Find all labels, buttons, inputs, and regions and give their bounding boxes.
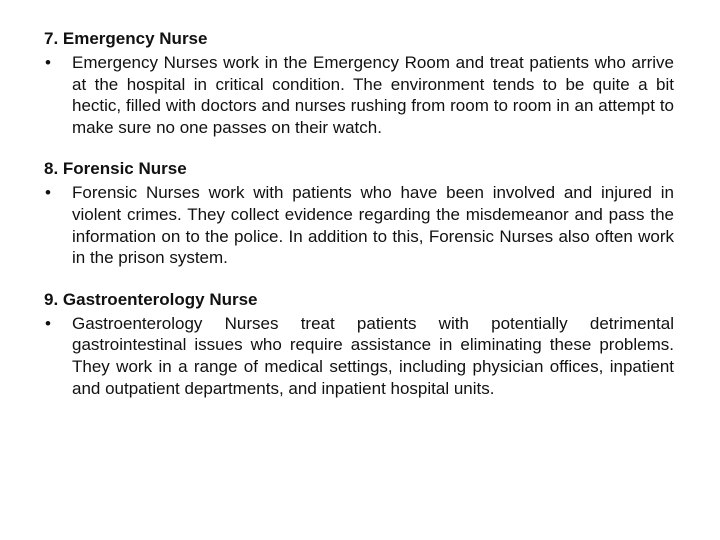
section-title: 7. Emergency Nurse [44, 29, 208, 48]
section-forensic-nurse [44, 158, 674, 268]
section-title: 8. Forensic Nurse [44, 159, 187, 179]
slide-content [44, 28, 674, 419]
bullet-item [44, 313, 674, 399]
section-emergency-nurse [44, 28, 674, 138]
bullet-text: Emergency Nurses work in the Emergency Room and treat patients who arrive at the hospital in critical condition. The environment tends to be quite a bit hectic, filled with doctors and nurses rushing from room to room in an attempt to make sure no one passes on their watch. [72, 53, 674, 137]
section-gastroenterology-nurse [44, 289, 674, 399]
bullet-text: Gastroenterology Nurses treat patients with potentially detrimental gastrointestinal issues who require assistance in eliminating these problems. They work in a range of medical settings, including physician offices, inpatient and outpatient departments, and inpatient hospital units. [72, 313, 674, 398]
bullet-icon: • [45, 313, 51, 333]
bullet-icon: • [45, 53, 51, 72]
bullet-text: Forensic Nurses work with patients who have been involved and injured in violent crimes. They collect evidence regarding the misdemeanor and pass the information on to the police. In addition to this, Forensic Nurses also often work in the prison system. [72, 183, 674, 268]
section-title: 9. Gastroenterology Nurse [44, 289, 258, 309]
bullet-item [44, 182, 674, 268]
bullet-item [44, 52, 674, 138]
bullet-icon: • [45, 183, 51, 203]
